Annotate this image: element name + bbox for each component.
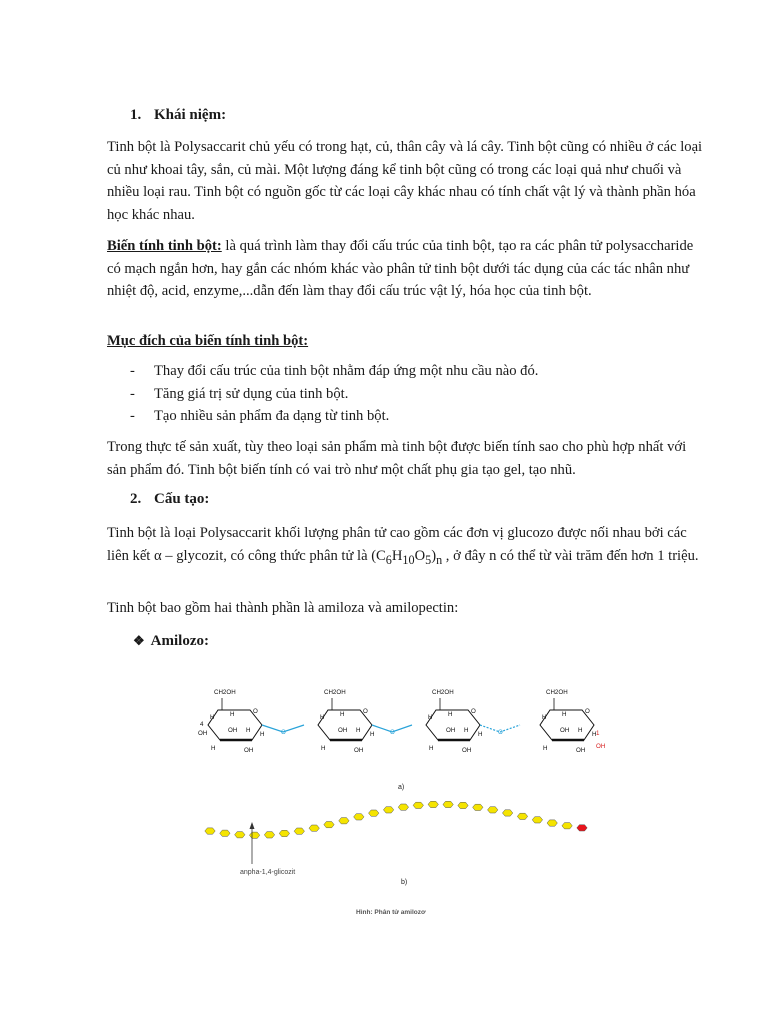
ch2oh-label: CH2OH — [214, 689, 236, 696]
h-label: H — [428, 714, 433, 721]
oh-label: OH — [560, 727, 570, 734]
reducing-end-bead — [577, 825, 587, 831]
glucose-bead — [249, 832, 259, 838]
h-label: H — [543, 745, 548, 752]
glucose-bead — [324, 822, 334, 828]
section-2-paragraph-2: Tinh bột bao gồm hai thành phần là amiloza và amilopectin: — [107, 600, 459, 616]
h-label: H — [448, 711, 453, 718]
section-1-heading — [130, 107, 226, 124]
glucose-bead — [354, 814, 364, 820]
glucose-unit — [540, 689, 605, 754]
list-item: - Thay đổi cấu trúc của tinh bột nhằm đáp ứng một nhu cầu nào đó. — [130, 360, 538, 383]
glycosidic-link — [262, 725, 304, 736]
glucose-bead — [547, 820, 557, 826]
definition-paragraph — [107, 235, 707, 303]
h-label: H — [542, 714, 547, 721]
glucose-bead — [488, 807, 498, 813]
h-label: H — [562, 711, 567, 718]
bridge-oxygen-label: O — [390, 729, 395, 736]
arrow-head-icon — [250, 822, 255, 829]
h-label: H — [464, 727, 469, 734]
h-label: H — [260, 731, 265, 738]
amilozo-title: Amilozo: — [150, 633, 209, 649]
glucose-bead — [562, 823, 572, 829]
amylose-bead-chain — [205, 801, 587, 838]
formula-text-b: , ở đây n có thể từ vài trăm đến hơn 1 triệu. — [442, 547, 699, 564]
h-label: H — [210, 714, 215, 721]
glucose-bead — [264, 832, 274, 838]
oh-label: OH — [446, 727, 456, 734]
glucose-bead — [279, 830, 289, 836]
glucose-bead — [339, 818, 349, 824]
section-1-title: Khái niệm: — [154, 107, 227, 123]
h-label: H — [340, 711, 345, 718]
section-1-number: 1. — [130, 107, 142, 123]
glucose-bead — [428, 801, 438, 807]
glucose-bead — [369, 810, 379, 816]
glycosidic-link — [480, 725, 520, 736]
bridge-oxygen-label: O — [498, 729, 503, 736]
formula-text: ) — [431, 547, 437, 564]
section-2-paragraph-1 — [107, 522, 707, 571]
glucose-bead — [220, 830, 230, 836]
ch2oh-label: CH2OH — [432, 689, 454, 696]
ring-oxygen-label: O — [363, 708, 368, 715]
section-2-heading — [130, 491, 209, 508]
amylose-figure — [180, 672, 620, 922]
ch2oh-label: CH2OH — [324, 689, 346, 696]
list-item: - Tạo nhiều sản phẩm đa dạng từ tinh bột. — [130, 405, 538, 428]
glucose-bead — [383, 807, 393, 813]
oh-label: OH — [354, 747, 364, 754]
h-label: H — [230, 711, 235, 718]
carbon-number-label: 4 — [200, 721, 204, 728]
amilozo-heading — [133, 633, 209, 650]
formula-sub: 10 — [402, 552, 415, 567]
figure-label-b: b) — [401, 879, 408, 886]
h-label: H — [321, 745, 326, 752]
glucose-unit — [426, 689, 482, 754]
oh-label: OH — [576, 747, 586, 754]
section-2-number: 2. — [130, 491, 142, 507]
ring-oxygen-label: O — [585, 708, 590, 715]
h-label: H — [429, 745, 434, 752]
definition-term: Biến tính tinh bột: — [107, 238, 222, 254]
glucose-bead — [473, 804, 483, 810]
glucose-bead — [532, 817, 542, 823]
figure-caption: Hình: Phân tử amilozơ — [356, 909, 426, 916]
ring-oxygen-label: O — [471, 708, 476, 715]
oh-label: OH — [244, 747, 254, 754]
ring-oxygen-label: O — [253, 708, 258, 715]
glucose-unit — [198, 689, 264, 754]
definition-text: là quá trình làm thay đổi cấu trúc của tinh bột, tạo ra các phân tử polysaccharide có mạch ngắn hơn, hay gắn các nhóm khác vào phân tử tinh bột dưới tác dụng của các tác nhân như nhiệt độ, acid, enzyme,...dẫn đến làm thay đổi cấu trúc vật lý, hóa học của tinh bột. — [107, 238, 694, 299]
ch2oh-label: CH2OH — [546, 689, 568, 696]
glucose-bead — [309, 825, 319, 831]
formula-text-a: Tinh bột là loại Polysaccarit khối lượng phân tử cao gồm các đơn vị glucozo được nối nhau bởi các liên kết α – glycozit, có công thức phân tử là (C — [107, 525, 687, 564]
purpose-heading-text: Mục đích của biến tính tinh bột: — [107, 333, 309, 349]
h-label: H — [320, 714, 325, 721]
purpose-list — [130, 360, 538, 428]
oh-label: OH — [338, 727, 348, 734]
diamond-bullet-icon: ❖ — [133, 633, 145, 648]
h-label: H — [246, 727, 251, 734]
glucose-bead — [517, 813, 527, 819]
glucose-bead — [205, 828, 215, 834]
glucose-bead — [294, 828, 304, 834]
glucose-unit — [318, 689, 374, 754]
formula-sub: 5 — [425, 552, 432, 567]
formula-text: H — [391, 547, 403, 564]
glucose-ring-chain — [198, 689, 605, 754]
oh-label: OH — [228, 727, 238, 734]
h-label: H — [211, 745, 216, 752]
h-label: H — [370, 731, 375, 738]
formula-sub: n — [436, 552, 443, 567]
oh-label: OH — [198, 730, 208, 737]
h-label: H — [578, 727, 583, 734]
h-label: H — [356, 727, 361, 734]
h-label: H — [478, 731, 483, 738]
purpose-heading — [107, 330, 707, 353]
list-item: - Tăng giá trị sử dụng của tinh bột. — [130, 383, 538, 406]
glucose-bead — [235, 832, 245, 838]
carbon-number-label: 1 — [596, 730, 600, 737]
oh-label: OH — [596, 743, 606, 750]
glucose-bead — [398, 804, 408, 810]
formula-text: O — [414, 547, 426, 564]
glucose-bead — [413, 802, 423, 808]
glucose-bead — [443, 801, 453, 807]
h-label: H — [592, 731, 597, 738]
glucose-bead — [458, 802, 468, 808]
section-2-title: Cấu tạo: — [154, 491, 210, 507]
arrow-label: anpha-1,4-glicozit — [240, 869, 296, 876]
bridge-oxygen-label: O — [281, 729, 286, 736]
figure-label-a: a) — [398, 784, 405, 791]
section-1-paragraph-1: Tinh bột là Polysaccarit chủ yếu có trong hạt, củ, thân cây và lá cây. Tinh bột cũng có nhiều ở các loại củ như khoai tây, sắn, củ mài. Một lượng đáng kể tinh bột cũng có trong các loại quả như chuối và nhiều loại rau. Tinh bột có nguồn gốc từ các loại cây khác nhau có tính chất vật lý và thành phần hóa học khác nhau. — [107, 139, 703, 223]
glucose-bead — [502, 810, 512, 816]
section-1-paragraph-2: Trong thực tế sản xuất, tùy theo loại sản phẩm mà tinh bột được biến tính sao cho phù hợp nhất với sản phẩm đó. Tinh bột biến tính có vai trò như một chất phụ gia tạo gel, tạo nhũ. — [107, 439, 687, 478]
oh-label: OH — [462, 747, 472, 754]
glycosidic-link — [372, 725, 412, 736]
formula-sub: 6 — [385, 552, 392, 567]
